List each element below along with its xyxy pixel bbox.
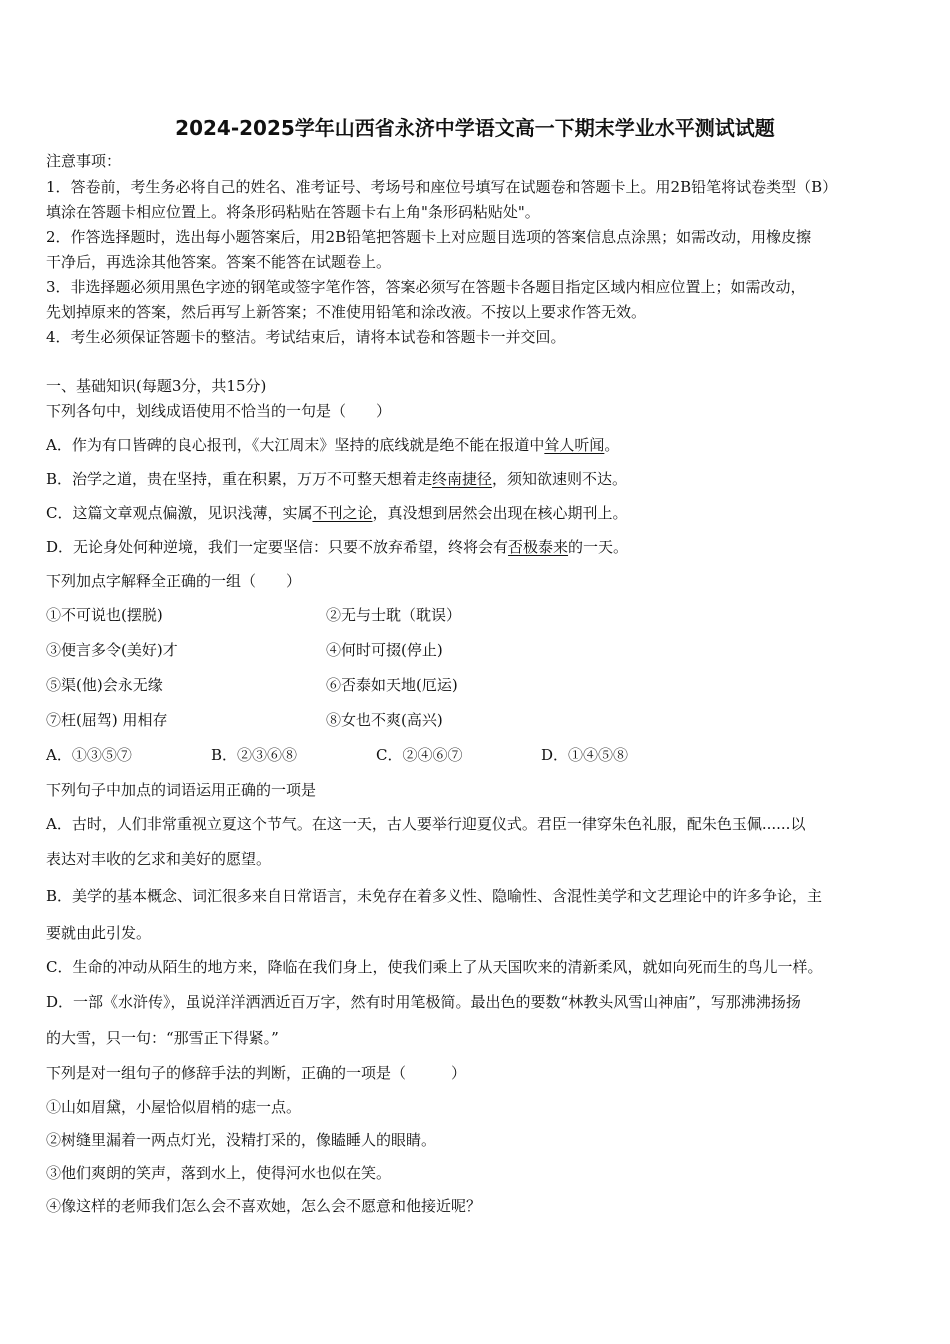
q2-item: ⑧女也不爽(高兴) bbox=[326, 711, 443, 729]
notice-line-3: 2．作答选择题时，选出每小题答案后，用2B铅笔把答题卡上对应题目选项的答案信息点涂黑；如需改动，用橡皮擦 bbox=[46, 228, 812, 246]
q4-item: ④像这样的老师我们怎么会不喜欢她，怎么会不愿意和他接近呢？ bbox=[46, 1197, 482, 1215]
q3-option-b-line2: 要就由此引发。 bbox=[46, 924, 152, 942]
section-heading: 一、基础知识(每题3分，共15分) bbox=[46, 377, 267, 395]
q2-item: ①不可说也(摆脱) bbox=[46, 606, 163, 624]
notice-line-1: 1．答卷前，考生务必将自己的姓名、准考证号、考场号和座位号填写在试题卷和答题卡上。用2B铅笔将试卷类型（B） bbox=[46, 178, 838, 196]
notice-line-6: 先划掉原来的答案，然后再写上新答案；不准使用铅笔和涂改液。不按以上要求作答无效。 bbox=[46, 303, 647, 321]
page-title: 2024-2025学年山西省永济中学语文高一下期末学业水平测试试题 bbox=[175, 116, 775, 140]
q1-option-c: C．这篇文章观点偏激，见识浅薄，实属不刊之论，真没想到居然会出现在核心期刊上。 bbox=[46, 504, 628, 522]
q2-option-c: C．②④⑥⑦ bbox=[376, 746, 463, 764]
q2-item: ④何时可掇(停止) bbox=[326, 641, 443, 659]
q1-option-d: D．无论身处何种逆境，我们一定要坚信：只要不放弃希望，终将会有否极泰来的一天。 bbox=[46, 538, 629, 556]
q2-item: ③便言多令(美好)才 bbox=[46, 641, 178, 659]
q3-option-a-line2: 表达对丰收的乞求和美好的愿望。 bbox=[46, 850, 272, 868]
q2-options bbox=[46, 745, 628, 765]
q4-item: ③他们爽朗的笑声，落到水上，使得河水也似在笑。 bbox=[46, 1164, 392, 1182]
q2-item: ②无与士耽（耽误） bbox=[326, 606, 462, 624]
q2-stem: 下列加点字解释全正确的一组（ ） bbox=[46, 572, 302, 590]
notice-heading: 注意事项： bbox=[46, 152, 122, 170]
q3-option-c: C．生命的冲动从陌生的地方来，降临在我们身上，使我们乘上了从天国吹来的清新柔风，就如向死而生的鸟儿一样。 bbox=[46, 958, 823, 976]
notice-line-7: 4．考生必须保证答题卡的整洁。考试结束后，请将本试卷和答题卡一并交回。 bbox=[46, 328, 566, 346]
notice-line-2: 填涂在答题卡相应位置上。将条形码粘贴在答题卡右上角"条形码粘贴处"。 bbox=[46, 203, 540, 221]
q3-option-b-line1: B．美学的基本概念、词汇很多来自日常语言，未免存在着多义性、隐喻性、含混性美学和文艺理论中的许多争论，主 bbox=[46, 887, 823, 905]
q4-stem: 下列是对一组句子的修辞手法的判断，正确的一项是（ ） bbox=[46, 1064, 467, 1082]
q1-option-a: A．作为有口皆碑的良心报刊，《大江周末》坚持的底线就是绝不能在报道中耸人听闻。 bbox=[46, 436, 620, 454]
q1-option-b: B．治学之道，贵在坚持，重在积累，万万不可整天想着走终南捷径，须知欲速则不达。 bbox=[46, 470, 628, 488]
q3-stem: 下列句子中加点的词语运用正确的一项是 bbox=[46, 781, 317, 799]
q1-stem: 下列各句中，划线成语使用不恰当的一句是（ ） bbox=[46, 402, 392, 420]
q2-option-b: B．②③⑥⑧ bbox=[211, 746, 298, 764]
q2-item: ⑥否泰如天地(厄运) bbox=[326, 676, 458, 694]
notice-line-4: 干净后，再选涂其他答案。答案不能答在试题卷上。 bbox=[46, 253, 392, 271]
q4-item: ①山如眉黛，小屋恰似眉梢的痣一点。 bbox=[46, 1098, 302, 1116]
q2-option-d: D．①④⑤⑧ bbox=[541, 746, 629, 764]
q3-option-d-line2: 的大雪，只一句：“那雪正下得紧。” bbox=[46, 1029, 279, 1047]
notice-line-5: 3．非选择题必须用黑色字迹的钢笔或签字笔作答，答案必须写在答题卡各题目指定区域内相应位置上；如需改动， bbox=[46, 278, 806, 296]
q2-option-a: A．①③⑤⑦ bbox=[46, 746, 132, 764]
q2-item: ⑤渠(他)会永无缘 bbox=[46, 676, 163, 694]
q3-option-a-line1: A．古时，人们非常重视立夏这个节气。在这一天，古人要举行迎夏仪式。君臣一律穿朱色礼服，配朱色玉佩......以 bbox=[46, 815, 806, 833]
q2-item: ⑦枉(屈驾) 用相存 bbox=[46, 711, 168, 729]
q4-item: ②树缝里漏着一两点灯光，没精打采的，像瞌睡人的眼睛。 bbox=[46, 1131, 437, 1149]
q3-option-d-line1: D．一部《水浒传》，虽说洋洋洒洒近百万字，然有时用笔极简。最出色的要数“林教头风雪山神庙”，写那沸沸扬扬 bbox=[46, 993, 801, 1011]
